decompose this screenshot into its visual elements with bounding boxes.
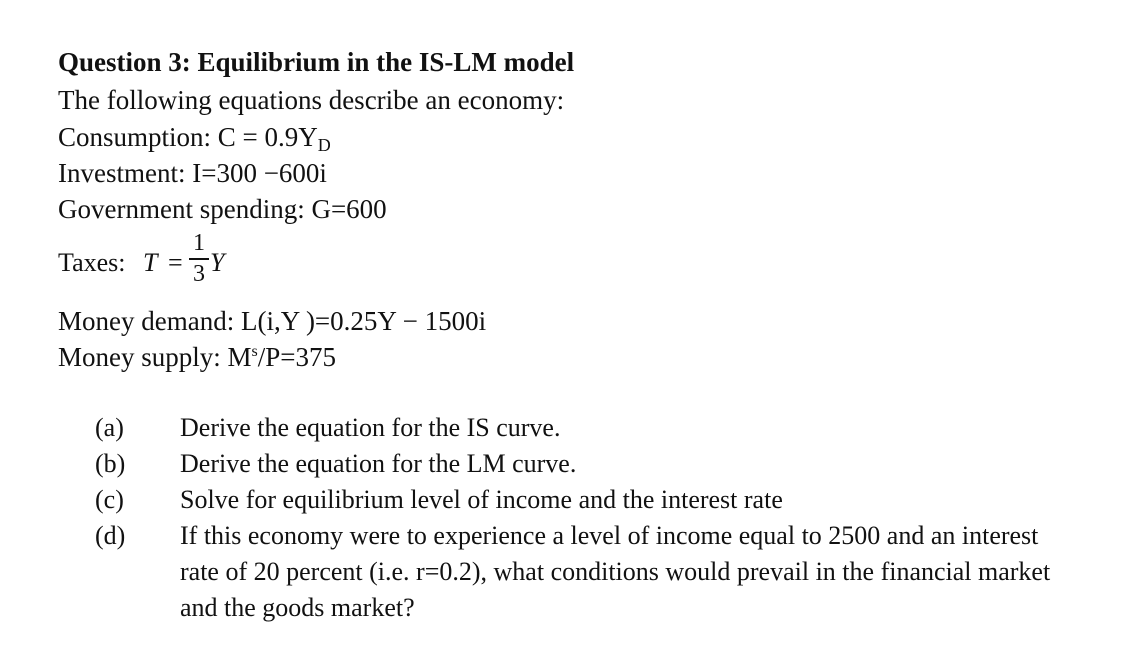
fraction-denominator: 3 bbox=[193, 261, 205, 287]
taxes-variable-y: Y bbox=[210, 248, 225, 277]
consumption-equation bbox=[58, 121, 331, 156]
part-a-text: Derive the equation for the IS curve. bbox=[180, 413, 561, 442]
money-supply-text: Money supply: M bbox=[58, 342, 252, 372]
money-supply-superscript: s bbox=[251, 343, 258, 360]
part-d-text-line-2: rate of 20 percent (i.e. r=0.2), what conditions would prevail in the financial market bbox=[180, 557, 1051, 586]
investment-equation: Investment: I=300 −600i bbox=[58, 158, 327, 188]
fraction-bar bbox=[189, 258, 209, 260]
government-equation: Government spending: G=600 bbox=[58, 194, 387, 224]
part-c-text: Solve for equilibrium level of income and the interest rate bbox=[180, 485, 783, 514]
taxes-label: Taxes: bbox=[58, 248, 126, 277]
part-d-text-line-3: and the goods market? bbox=[180, 593, 415, 622]
taxes-fraction bbox=[189, 230, 209, 287]
question-title: Question 3: Equilibrium in the IS-LM model bbox=[58, 47, 575, 77]
consumption-subscript: D bbox=[317, 135, 331, 155]
consumption-text: Consumption: C = 0.9Y bbox=[58, 122, 318, 152]
fraction-numerator: 1 bbox=[193, 230, 205, 256]
part-a-label: (a) bbox=[95, 413, 124, 442]
money-supply-equation bbox=[58, 341, 336, 378]
part-b-label: (b) bbox=[95, 449, 126, 478]
part-c-label: (c) bbox=[95, 485, 124, 514]
money-supply-suffix: /P=375 bbox=[257, 342, 336, 372]
part-b-text: Derive the equation for the LM curve. bbox=[180, 449, 577, 478]
part-d-text-line-1: If this economy were to experience a level of income equal to 2500 and an interest bbox=[180, 521, 1039, 550]
question-intro: The following equations describe an economy: bbox=[58, 85, 565, 115]
taxes-equals: = bbox=[168, 248, 183, 277]
part-d-label: (d) bbox=[95, 521, 126, 550]
taxes-variable-t: T bbox=[143, 248, 158, 277]
money-demand-equation: Money demand: L(i,Y )=0.25Y − 1500i bbox=[58, 306, 487, 336]
